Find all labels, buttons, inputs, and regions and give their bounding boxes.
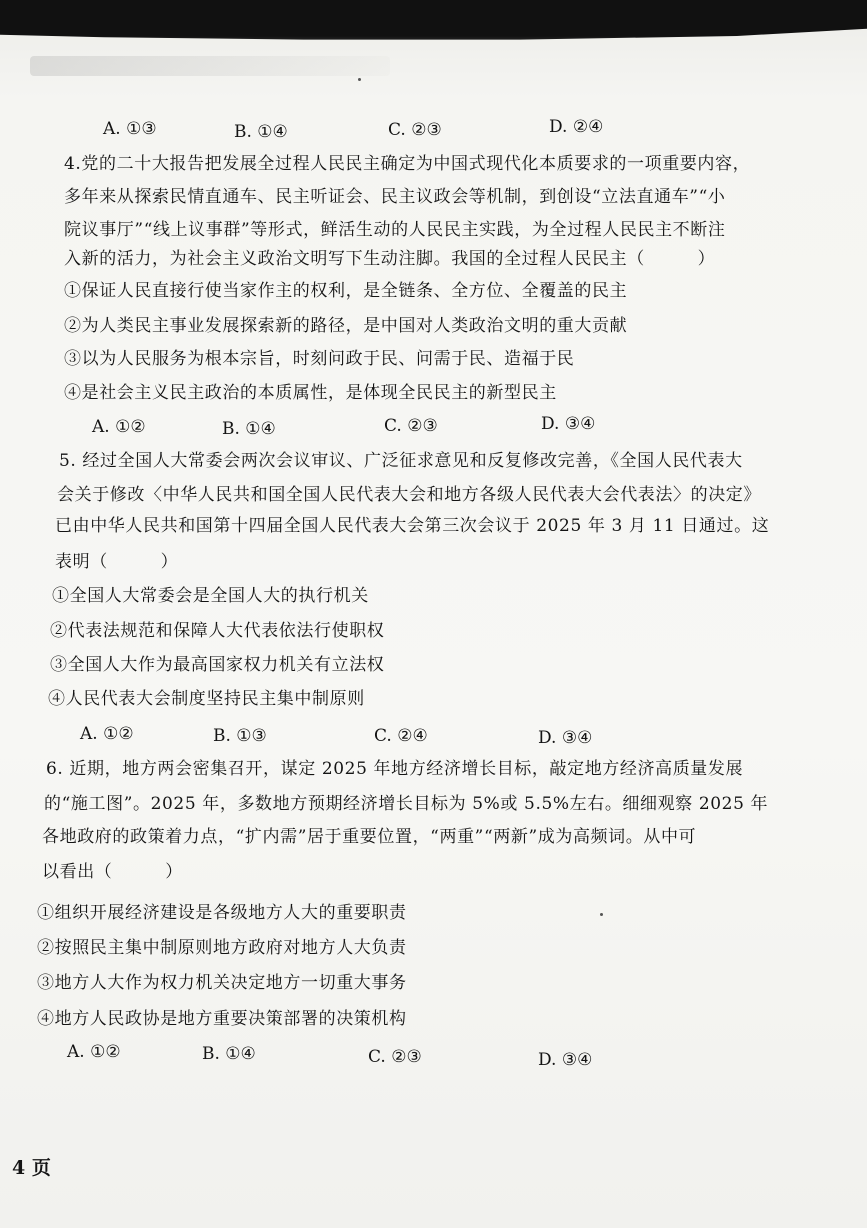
q4-statement: ①保证人民直接行使当家作主的权利，是全链条、全方位、全覆盖的民主 — [64, 281, 628, 301]
scan-speck — [600, 913, 603, 916]
q5-stem-line: 已由中华人民共和国第十四届全国人民代表大会第三次会议于 2025 年 3 月 11 日通过。这 — [55, 516, 770, 536]
scan-bleed — [30, 56, 390, 76]
q6-option-c: C. ②③ — [368, 1047, 422, 1067]
q6-statement: ④地方人民政协是地方重要决策部署的决策机构 — [37, 1009, 407, 1029]
option-d: D. ②④ — [549, 117, 604, 137]
q4-stem-line: 院议事厅”“线上议事群”等形式，鲜活生动的人民民主实践，为全过程人民民主不断注 — [64, 220, 726, 240]
q4-stem-line: 入新的活力，为社会主义政治文明写下生动注脚。我国的全过程人民民主（ ） — [64, 249, 716, 269]
q5-stem-line: 会关于修改〈中华人民共和国全国人民代表大会和地方各级人民代表大会代表法〉的决定》 — [57, 485, 761, 505]
q6-option-a: A. ①② — [67, 1042, 121, 1062]
q6-stem-line: 6. 近期，地方两会密集召开，谋定 2025 年地方经济增长目标，敲定地方经济高质量发展 — [46, 759, 744, 779]
scan-speck — [358, 78, 361, 81]
q5-statement: ③全国人大作为最高国家权力机关有立法权 — [50, 655, 385, 675]
q5-option-a: A. ①② — [80, 724, 134, 744]
q4-option-a: A. ①② — [92, 417, 146, 437]
q4-statement: ②为人类民主事业发展探索新的路径，是中国对人类政治文明的重大贡献 — [64, 316, 628, 336]
q5-stem-line: 表明（ ） — [55, 552, 179, 572]
q4-option-d: D. ③④ — [541, 414, 596, 434]
q6-statement: ②按照民主集中制原则地方政府对地方人大负责 — [37, 938, 407, 958]
q6-option-d: D. ③④ — [538, 1050, 593, 1070]
q5-statement: ②代表法规范和保障人大代表依法行使职权 — [50, 621, 385, 641]
q5-option-b: B. ①③ — [213, 726, 267, 746]
option-b: B. ①④ — [234, 122, 288, 142]
q6-stem-line: 的“施工图”。2025 年，多数地方预期经济增长目标为 5%或 5.5%左右。细细观察 2025 年 — [44, 794, 769, 814]
q4-statement: ③以为人民服务为根本宗旨，时刻问政于民、问需于民、造福于民 — [64, 349, 575, 369]
q6-option-b: B. ①④ — [202, 1044, 256, 1064]
q4-option-b: B. ①④ — [222, 419, 276, 439]
option-c: C. ②③ — [388, 120, 442, 140]
q6-stem-line: 各地政府的政策着力点，“扩内需”居于重要位置，“两重”“两新”成为高频词。从中可 — [42, 827, 697, 847]
page-label: 页 — [31, 1157, 51, 1179]
q4-statement: ④是社会主义民主政治的本质属性，是体现全民民主的新型民主 — [64, 383, 557, 403]
q5-statement: ④人民代表大会制度坚持民主集中制原则 — [48, 689, 365, 709]
q6-statement: ③地方人大作为权力机关决定地方一切重大事务 — [37, 973, 407, 993]
option-a: A. ①③ — [103, 119, 157, 139]
q5-stem-line: 5. 经过全国人大常委会两次会议审议、广泛征求意见和反复修改完善，《全国人民代表大 — [59, 451, 743, 471]
q5-statement: ①全国人大常委会是全国人大的执行机关 — [52, 586, 369, 606]
q5-option-c: C. ②④ — [374, 726, 428, 746]
q5-option-d: D. ③④ — [538, 728, 593, 748]
scan-shadow — [0, 0, 867, 60]
page-footer — [12, 1153, 51, 1180]
q4-stem-line: 4.党的二十大报告把发展全过程人民民主确定为中国式现代化本质要求的一项重要内容， — [64, 154, 751, 174]
q4-option-c: C. ②③ — [384, 416, 438, 436]
q6-statement: ①组织开展经济建设是各级地方人大的重要职责 — [37, 903, 407, 923]
q4-stem-line: 多年来从探索民情直通车、民主听证会、民主议政会等机制，到创设“立法直通车”“小 — [64, 187, 726, 207]
page-number: 4 — [12, 1157, 26, 1179]
q6-stem-line: 以看出（ ） — [42, 862, 183, 882]
